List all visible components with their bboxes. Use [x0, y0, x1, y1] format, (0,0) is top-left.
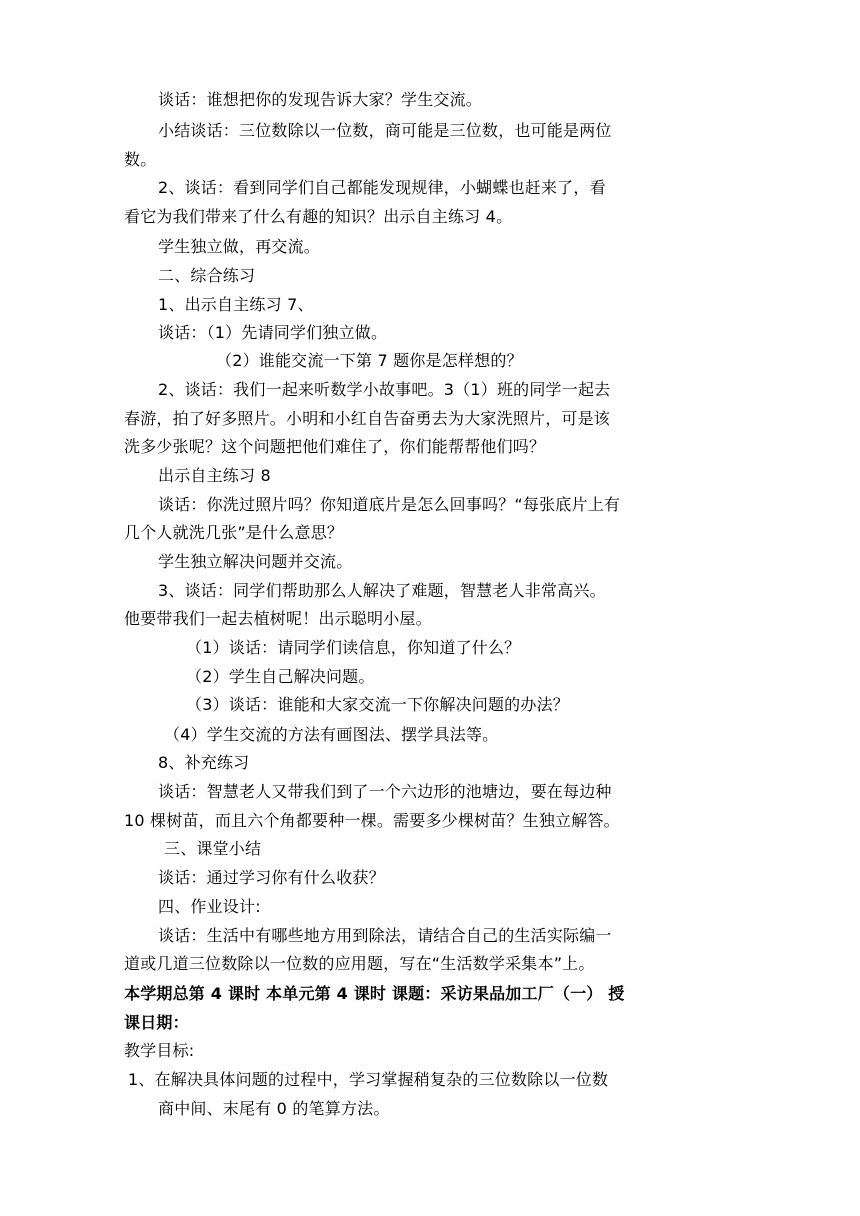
- lesson-header: 本学期总第 4 课时 本单元第 4 课时 课题：采访果品加工厂（一） 授: [124, 984, 625, 1003]
- text-line: 数。: [124, 150, 157, 169]
- section-heading: 8、补充练习: [158, 753, 250, 772]
- text-line: 出示自主练习 8: [158, 466, 271, 485]
- text-line: 1、出示自主练习 7、: [158, 295, 314, 314]
- text-line: 谈话：智慧老人又带我们到了一个六边形的池塘边，要在每边种: [158, 782, 612, 801]
- text-line: 学生独立做，再交流。: [158, 237, 321, 256]
- text-line: 他要带我们一起去植树呢！出示聪明小屋。: [124, 609, 432, 628]
- text-line: 1、在解决具体问题的过程中，学习掌握稍复杂的三位数除以一位数: [128, 1070, 609, 1089]
- text-line: 学生独立解决问题并交流。: [158, 552, 353, 571]
- text-line: （4）学生交流的方法有画图法、摆学具法等。: [164, 725, 499, 744]
- text-line: （3）谈话：谁能和大家交流一下你解决问题的办法？: [186, 695, 569, 714]
- text-line: 2、谈话：我们一起来听数学小故事吧。3（1）班的同学一起去: [158, 380, 611, 399]
- text-line: 商中间、末尾有 0 的笔算方法。: [158, 1099, 390, 1118]
- text-line: 10 棵树苗，而且六个角都要种一棵。需要多少棵树苗？生独立解答。: [124, 811, 620, 830]
- text-line: （1）谈话：请同学们读信息，你知道了什么？: [186, 638, 521, 657]
- text-line: 洗多少张呢？这个问题把他们难住了，你们能帮帮他们吗？: [124, 437, 546, 456]
- text-line: （2）学生自己解决问题。: [186, 667, 375, 686]
- text-line: 谈话：你洗过照片吗？你知道底片是怎么回事吗？“每张底片上有: [158, 495, 621, 514]
- text-line: 谈话：谁想把你的发现告诉大家？学生交流。: [158, 90, 483, 109]
- text-line: （2）谁能交流一下第 7 题你是怎样想的？: [216, 351, 523, 370]
- section-heading: 二、综合练习: [158, 266, 256, 285]
- lesson-header: 课日期：: [124, 1013, 189, 1032]
- text-line: 小结谈话：三位数除以一位数，商可能是三位数，也可能是两位: [158, 121, 612, 140]
- text-line: 几个人就洗几张”是什么意思？: [124, 523, 344, 542]
- section-heading: 四、作业设计:: [158, 897, 261, 916]
- text-line: 谈话：通过学习你有什么收获？: [158, 868, 385, 887]
- text-line: 谈话：生活中有哪些地方用到除法，请结合自己的生活实际编一: [158, 926, 612, 945]
- text-line: 3、谈话：同学们帮助那么人解决了难题，智慧老人非常高兴。: [158, 581, 606, 600]
- text-line: 谈话：（1）先请同学们独立做。: [158, 323, 388, 342]
- text-line: 春游，拍了好多照片。小明和小红自告奋勇去为大家洗照片，可是该: [124, 409, 611, 428]
- text-line: 道或几道三位数除以一位数的应用题，写在“生活数学采集本”上。: [124, 954, 595, 973]
- text-line: 看它为我们带来了什么有趣的知识？出示自主练习 4。: [124, 207, 513, 226]
- section-heading: 三、课堂小结: [164, 839, 262, 858]
- section-heading: 教学目标:: [124, 1041, 195, 1060]
- text-line: 2、谈话：看到同学们自己都能发现规律，小蝴蝶也赶来了，看: [158, 178, 606, 197]
